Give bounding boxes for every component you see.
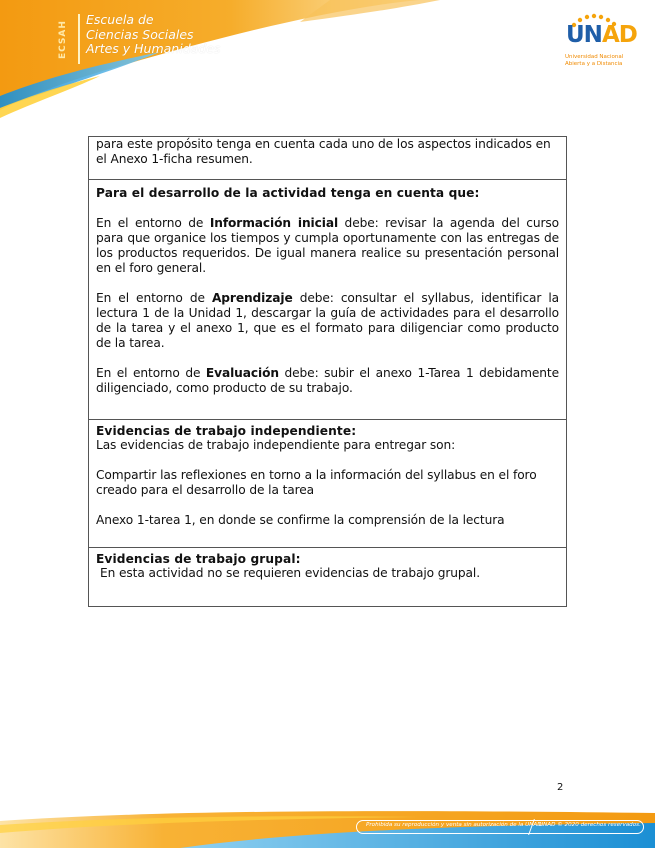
unad-wordmark — [566, 22, 637, 48]
development-paragraph-info: En el entorno de Información inicial debe: revisar la agenda del curso para que organice los tiempos y cumpla oportunamente con las entregas de los productos requeridos. De igual manera realice su presentación personal en el foro general. — [96, 216, 560, 275]
info-entorno-label: Información inicial — [209, 216, 339, 230]
development-heading: Para el desarrollo de la actividad tenga en cuenta que: — [96, 186, 480, 200]
group-evidence-text: En esta actividad no se requieren evidencias de trabajo grupal. — [100, 566, 480, 580]
page-header — [0, 0, 655, 125]
school-line-2: Ciencias Sociales — [86, 26, 194, 42]
unad-subtitle — [565, 54, 623, 67]
independent-evidence-item-2: Anexo 1-tarea 1, en donde se confirme la comprensión de la lectura — [96, 513, 505, 527]
page-number: 2 — [557, 782, 564, 793]
table-cell-independent-evidence — [89, 420, 566, 548]
independent-evidence-heading: Evidencias de trabajo independiente: — [96, 424, 357, 438]
development-paragraph-evaluation: En el entorno de Evaluación debe: subir el anexo 1-Tarea 1 debidamente diligenciado, como producto de su trabajo. — [96, 366, 559, 395]
unad-subtitle-line-2: Abierta y a Distancia — [565, 60, 623, 67]
school-line-1: Escuela de — [86, 12, 154, 27]
evaluation-entorno-label: Evaluación — [205, 366, 279, 380]
unad-subtitle-line-1: Universidad Nacional — [565, 54, 624, 60]
school-name — [86, 13, 220, 57]
learning-entorno-label: Aprendizaje — [211, 291, 293, 305]
intro-paragraph: para este propósito tenga en cuenta cada uno de los aspectos indicados en el Anexo 1-ficha resumen. — [96, 137, 551, 166]
footer-notice: Prohibida su reproducción y venta sin autorización de la UNAD. — [366, 822, 544, 828]
independent-evidence-item-1: Compartir las reflexiones en torno a la información del syllabus en el foro creado para el desarrollo de la tarea — [96, 468, 537, 497]
table-cell-intro — [89, 137, 566, 180]
ecsah-acronym: ECSAH — [58, 20, 68, 60]
unad-wordmark-main: UN — [566, 22, 602, 48]
footer-copyright: UNAD © 2020 derechos reservados. — [539, 822, 641, 828]
activity-table — [88, 136, 567, 607]
unad-wordmark-accent: AD — [601, 22, 637, 48]
school-line-3: Artes y Humanidades — [86, 41, 221, 56]
header-divider — [78, 14, 80, 64]
development-paragraph-learning: En el entorno de Aprendizaje debe: consultar el syllabus, identificar la lectura 1 de la Unidad 1, descargar la guía de actividades para el desarrollo de la tarea y el anexo 1, que es el formato para diligenciar como producto de la tarea. — [96, 291, 559, 350]
table-cell-development — [89, 180, 566, 420]
table-cell-group-evidence — [89, 548, 566, 606]
group-evidence-heading: Evidencias de trabajo grupal: — [96, 552, 301, 566]
independent-evidence-intro: Las evidencias de trabajo independiente para entregar son: — [96, 438, 456, 452]
